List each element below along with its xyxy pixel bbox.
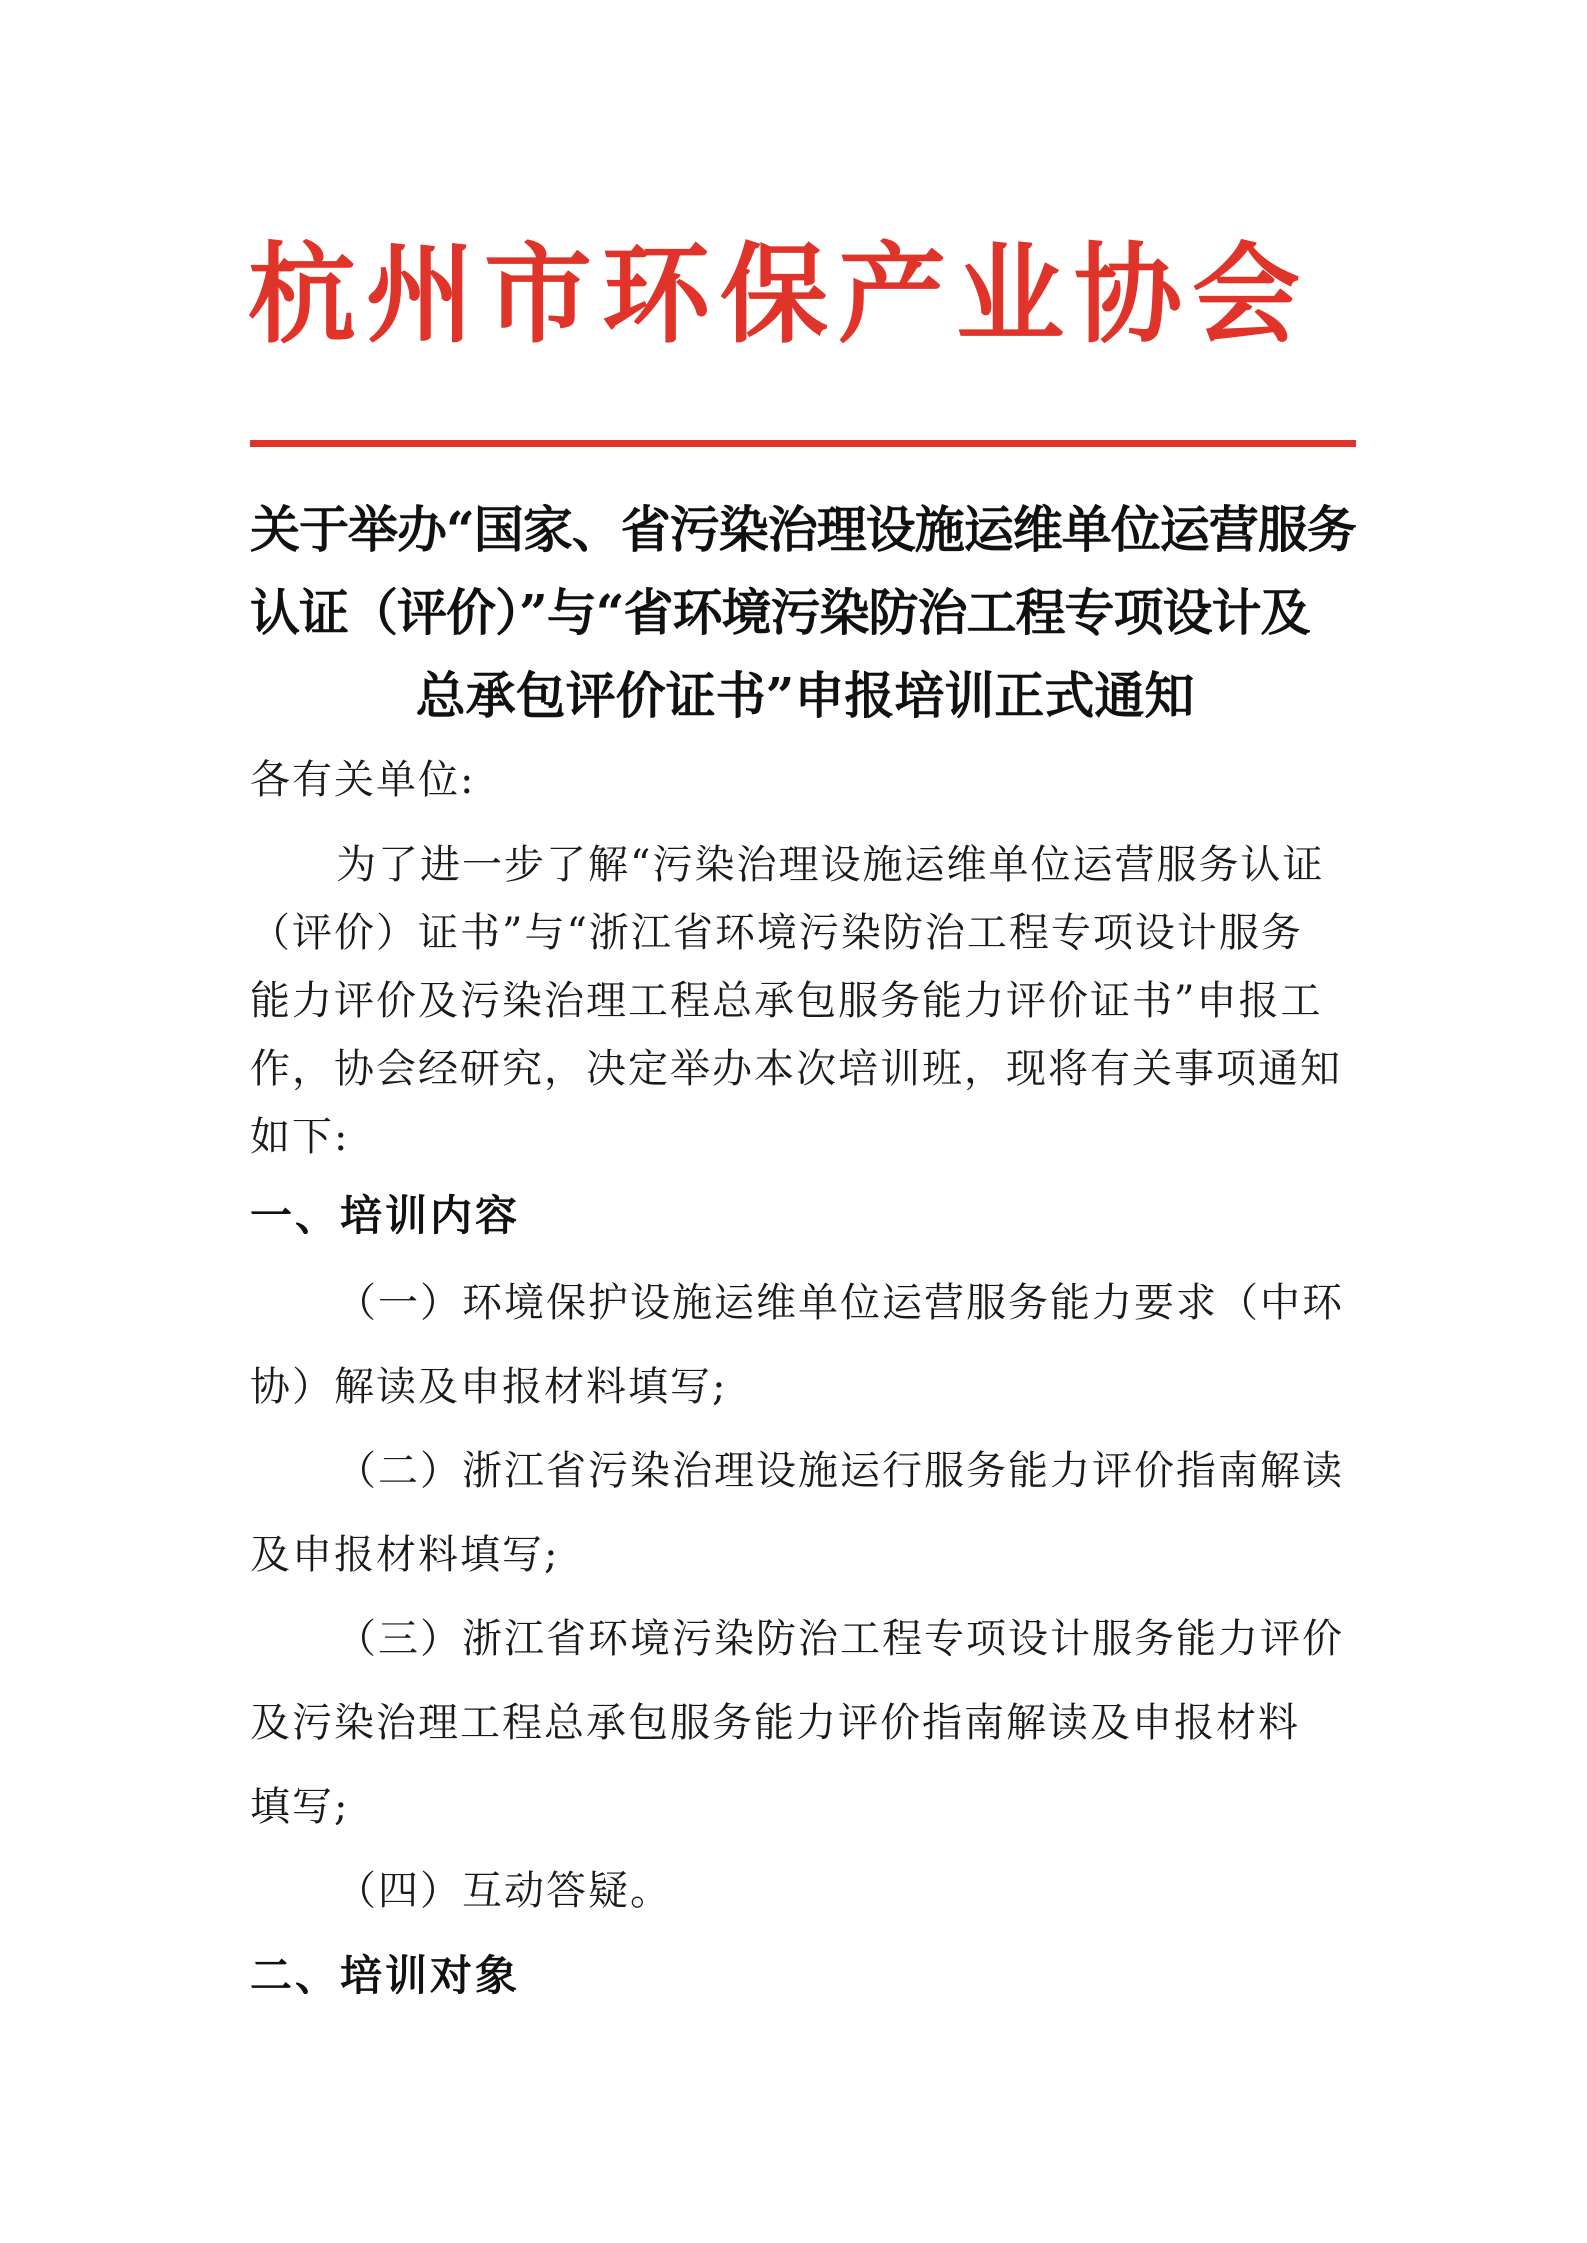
item-2-line-2: 及申报材料填写; bbox=[250, 1532, 560, 1578]
item-4-line-1: （四）互动答疑。 bbox=[336, 1868, 672, 1914]
notice-title-line-2: 认证（评价）”与“省环境污染防治工程专项设计及 bbox=[250, 583, 1310, 642]
section-heading-training-content: 一、培训内容 bbox=[250, 1191, 521, 1240]
letterhead-red-rule bbox=[250, 440, 1356, 447]
item-1-line-2: 协）解读及申报材料填写; bbox=[250, 1364, 728, 1410]
intro-line-5: 如下: bbox=[250, 1114, 350, 1160]
item-3-line-1: （三）浙江省环境污染防治工程专项设计服务能力评价 bbox=[336, 1616, 1344, 1662]
notice-title-line-1: 关于举办“国家、省污染治理设施运维单位运营服务 bbox=[250, 500, 1356, 559]
salutation: 各有关单位: bbox=[250, 757, 476, 803]
item-3-line-2: 及污染治理工程总承包服务能力评价指南解读及申报材料 bbox=[250, 1700, 1300, 1746]
item-3-line-3: 填写; bbox=[250, 1784, 350, 1830]
letterhead-organization-name: 杭州市环保产业协会 bbox=[248, 232, 1311, 358]
item-1-line-1: （一）环境保护设施运维单位运营服务能力要求（中环 bbox=[336, 1280, 1344, 1326]
intro-line-3: 能力评价及污染治理工程总承包服务能力评价证书”申报工 bbox=[250, 978, 1323, 1024]
intro-line-1: 为了进一步了解“污染治理设施运维单位运营服务认证 bbox=[336, 842, 1325, 888]
intro-line-2: （评价）证书”与“浙江省环境污染防治工程专项设计服务 bbox=[250, 910, 1303, 956]
intro-line-4: 作，协会经研究，决定举办本次培训班，现将有关事项通知 bbox=[250, 1046, 1342, 1092]
section-heading-training-audience: 二、培训对象 bbox=[250, 1951, 521, 2000]
notice-title-line-3: 总承包评价证书”申报培训正式通知 bbox=[415, 666, 1195, 725]
item-2-line-1: （二）浙江省污染治理设施运行服务能力评价指南解读 bbox=[336, 1448, 1344, 1494]
